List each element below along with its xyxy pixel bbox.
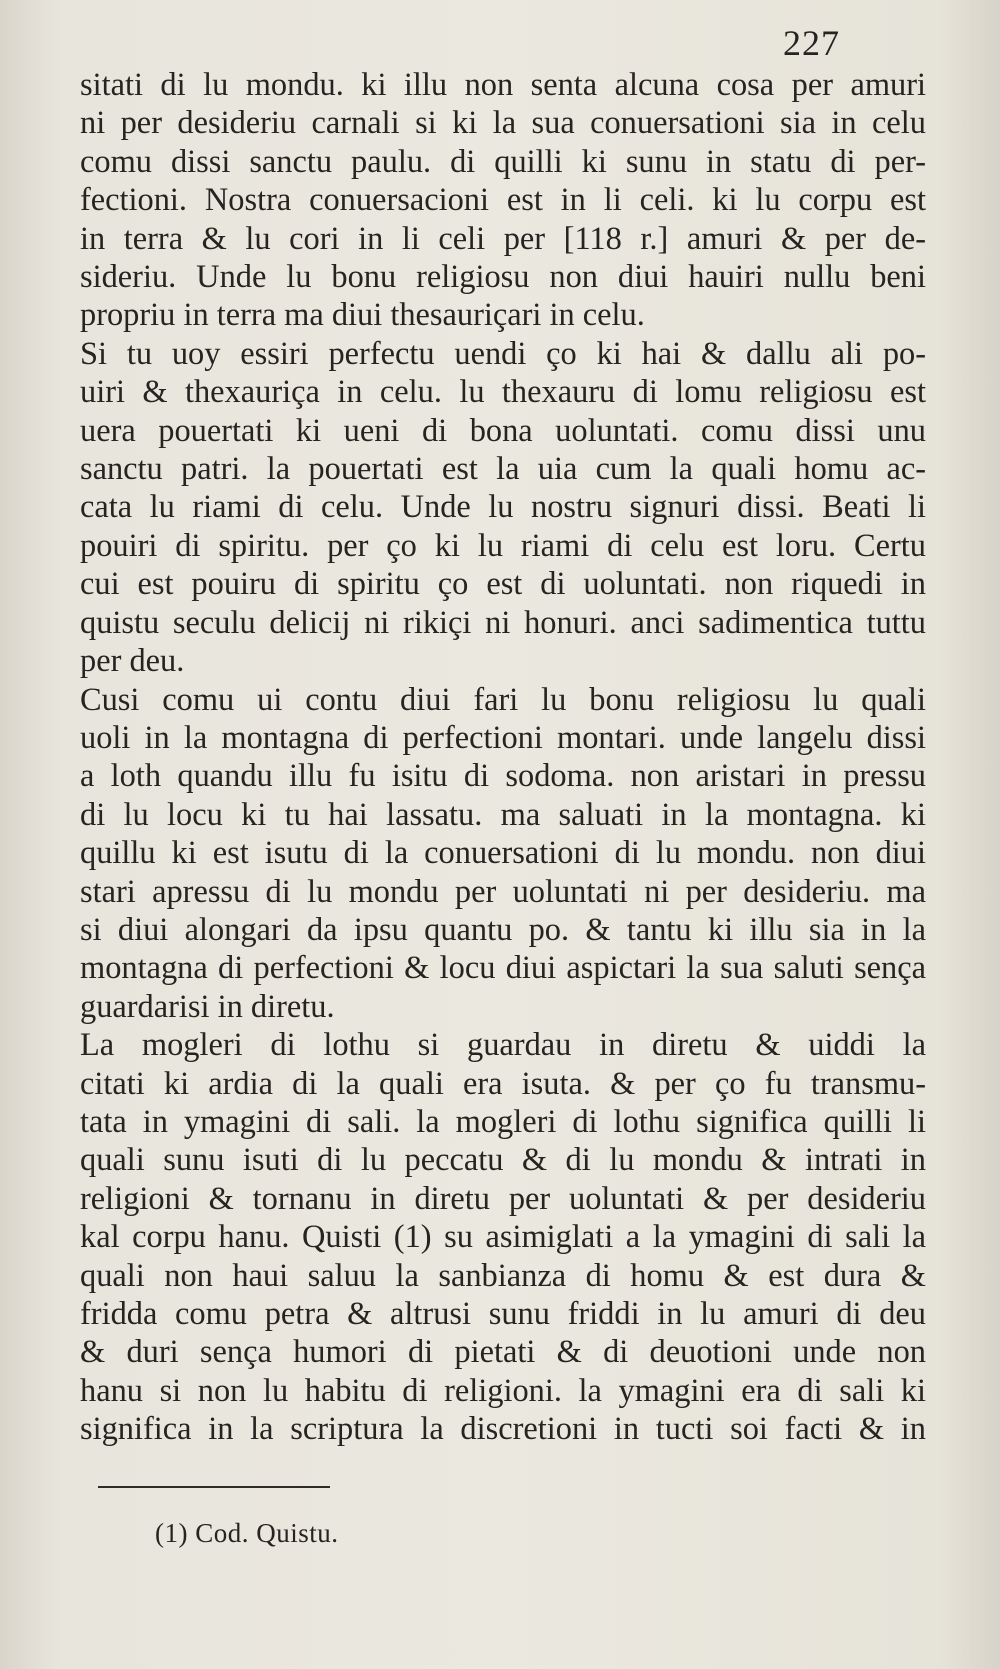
- footnote-divider: [98, 1486, 330, 1488]
- text-line: uera pouertati ki ueni di bona uoluntati. comu dissi unu: [80, 412, 926, 449]
- text-line: fectioni. Nostra conuersacioni est in li celi. ki lu corpu est: [80, 182, 926, 219]
- text-line: comu dissi sanctu paulu. di quilli ki sunu in statu di per-: [80, 143, 926, 180]
- text-line: quali sunu isuti di lu peccatu & di lu mondu & intrati in: [80, 1142, 926, 1179]
- text-line: in terra & lu cori in li celi per [118 r.] amuri & per de-: [80, 220, 926, 257]
- text-line: pouiri di spiritu. per ço ki lu riami di celu est loru. Certu: [80, 527, 926, 564]
- text-line: di lu locu ki tu hai lassatu. ma saluati in la montagna. ki: [80, 796, 926, 833]
- text-line: a loth quandu illu fu isitu di sodoma. non aristari in pressu: [80, 758, 926, 795]
- text-line: La mogleri di lothu si guardau in diretu & uiddi la: [80, 1027, 926, 1064]
- footnote: (1) Cod. Quistu.: [155, 1518, 339, 1548]
- text-line: quali non haui saluu la sanbianza di homu & est dura &: [80, 1257, 926, 1294]
- text-line: uoli in la montagna di perfectioni montari. unde langelu dissi: [80, 719, 926, 756]
- text-line: ni per desideriu carnali si ki la sua conuersationi sia in celu: [80, 105, 926, 142]
- text-line: tata in ymagini di sali. la mogleri di lothu significa quilli li: [80, 1103, 926, 1140]
- text-line: religioni & tornanu in diretu per uoluntati & per desideriu: [80, 1180, 926, 1217]
- text-line: & duri sença humori di pietati & di deuotioni unde non: [80, 1334, 926, 1371]
- text-line: sanctu patri. la pouertati est la uia cum la quali homu ac-: [80, 451, 926, 488]
- page-number: 227: [783, 23, 840, 63]
- text-line: propriu in terra ma diui thesauriçari in celu.: [80, 297, 645, 334]
- text-line: Si tu uoy essiri perfectu uendi ço ki hai & dallu ali po-: [80, 335, 926, 372]
- text-line: cata lu riami di celu. Unde lu nostru signuri dissi. Beati li: [80, 489, 926, 526]
- text-line: guardarisi in diretu.: [80, 988, 335, 1025]
- text-line: sitati di lu mondu. ki illu non senta alcuna cosa per amuri: [80, 67, 926, 103]
- text-line: kal corpu hanu. Quisti (1) su asimiglati a la ymagini di sali la: [80, 1219, 926, 1256]
- text-line: hanu si non lu habitu di religioni. la ymagini era di sali ki: [80, 1372, 926, 1409]
- text-line: stari apressu di lu mondu per uoluntati ni per desideriu. ma: [80, 873, 926, 910]
- text-line: cui est pouiru di spiritu ço est di uoluntati. non riquedi in: [80, 566, 926, 603]
- text-line: fridda comu petra & altrusi sunu friddi in lu amuri di deu: [80, 1296, 926, 1332]
- text-line: per deu.: [80, 643, 185, 680]
- text-line: uiri & thexauriça in celu. lu thexauru di lomu religiosu est: [80, 374, 926, 411]
- text-line: Cusi comu ui contu diui fari lu bonu religiosu lu quali: [80, 681, 926, 718]
- text-line: sideriu. Unde lu bonu religiosu non diui hauiri nullu beni: [80, 259, 926, 296]
- text-line: montagna di perfectioni & locu diui aspictari la sua saluti sença: [80, 950, 926, 987]
- text-line: significa in la scriptura la discretioni in tucti soi facti & in: [80, 1411, 926, 1448]
- text-line: citati ki ardia di la quali era isuta. & per ço fu transmu-: [80, 1065, 926, 1102]
- text-line: quillu ki est isutu di la conuersationi di lu mondu. non diui: [80, 835, 926, 872]
- text-line: quistu seculu delicij ni rikiçi ni honuri. anci sadimentica tuttu: [80, 604, 926, 641]
- body-text: [80, 66, 926, 1449]
- text-line: si diui alongari da ipsu quantu po. & tantu ki illu sia in la: [80, 911, 926, 948]
